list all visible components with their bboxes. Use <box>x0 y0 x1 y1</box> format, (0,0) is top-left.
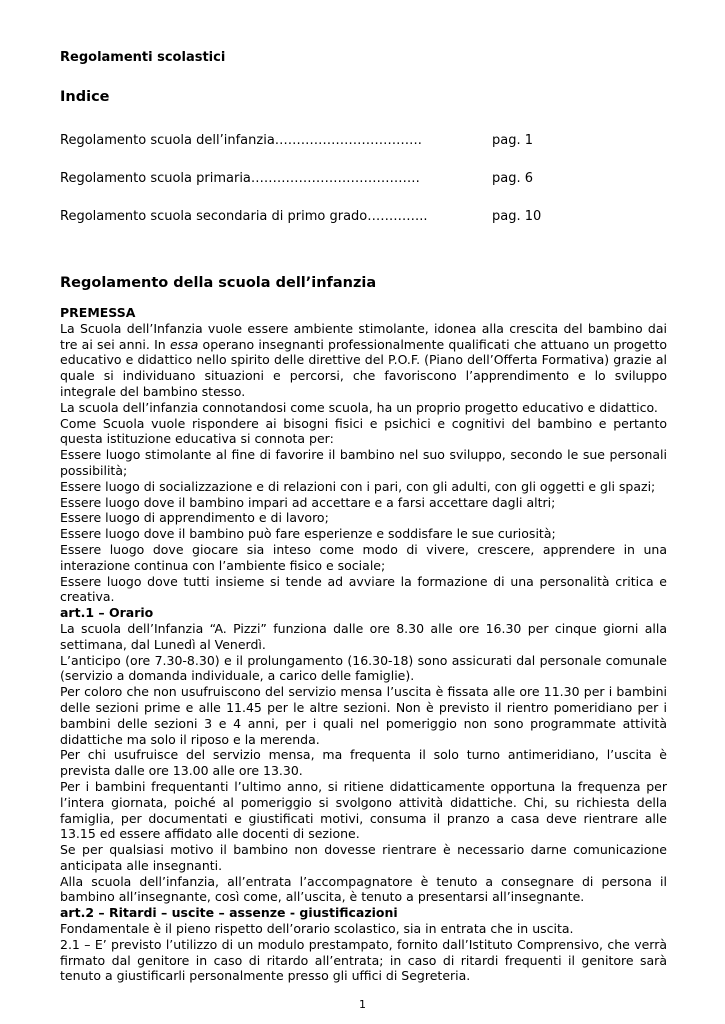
index-entry-page: pag. 1 <box>492 133 534 148</box>
index-entry-label: Regolamento scuola secondaria di primo grado………….. <box>60 209 428 224</box>
art1-paragraph: Per coloro che non usufruiscono del servizio mensa l’uscita è fissata alle ore 11.30 per i bambini delle sezioni prime e alle 11.45 per le altre sezioni. Non è previsto il rientro pomeridiano per i bambini delle sezioni 3 e 4 anni, per i quali nel pomeriggio non sono programmate attività didattiche ma solo il riposo e la merenda. <box>60 684 667 747</box>
premessa-paragraph: La scuola dell’infanzia connotandosi come scuola, ha un proprio progetto educativo e didattico. <box>60 399 658 415</box>
art1-paragraph: L’anticipo (ore 7.30-8.30) e il prolungamento (16.30-18) sono assicurati dal personale comunale (servizio a domanda individuale, a carico delle famiglie). <box>60 652 667 684</box>
index-entry-label: Regolamento scuola primaria………………………………… <box>60 171 420 186</box>
index-entry <box>60 171 667 187</box>
index-entry <box>60 209 667 225</box>
premessa-paragraph: Essere luogo dove tutti insieme si tende ad avviare la formazione di una personalità critica e creativa. <box>60 573 667 605</box>
premessa-paragraph: Essere luogo dove il bambino impari ad accettare e a farsi accettare dagli altri; <box>60 494 556 510</box>
index-entry <box>60 133 667 149</box>
art1-paragraph: Alla scuola dell’infanzia, all’entrata l’accompagnatore è tenuto a consegnare di persona il bambino all’insegnante, così come, all’uscita, è tenuto a presentarsi all’insegnante. <box>60 873 667 905</box>
section-heading: Regolamento della scuola dell’infanzia <box>60 275 377 291</box>
index-entry-page: pag. 6 <box>492 171 534 186</box>
art2-paragraph: Fondamentale è il pieno rispetto dell’orario scolastico, sia in entrata che in uscita. <box>60 921 574 937</box>
art2-section <box>60 905 667 984</box>
index-heading: Indice <box>60 89 110 105</box>
art2-paragraph: 2.1 – E’ previsto l’utilizzo di un modulo prestampato, fornito dall’Istituto Comprensivo, che verrà firmato dal genitore in caso di ritardo all’entrata; in caso di ritardi frequenti il genitore sarà tenuto a giustificarli personalmente presso gli uffici di Segreteria. <box>60 936 667 984</box>
premessa-intro-after: operano insegnanti professionalmente qualificati che attuano un progetto educativo e didattico nello spirito delle direttive del P.O.F. (Piano dell’Offerta Formativa) grazie al quale si individuano situazioni e percorsi, che favoriscono l’apprendimento e lo sviluppo integrale del bambino stesso. <box>60 336 667 399</box>
art1-paragraph: Per i bambini frequentanti l’ultimo anno, si ritiene didatticamente opportuna la frequenza per l’intera giornata, poiché al pomeriggio si svolgono attività didattiche. Chi, su richiesta della famiglia, per documentati e giustificati motivi, consuma il pranzo a casa deve rientrare alle 13.15 ed essere affidato alle docenti di sezione. <box>60 778 667 842</box>
premessa-paragraph-intro <box>60 321 667 400</box>
art1-paragraph: Se per qualsiasi motivo il bambino non dovesse rientrare è necessario darne comunicazione anticipata alle insegnanti. <box>60 842 667 873</box>
art1-heading: art.1 – Orario <box>60 605 154 621</box>
premessa-section <box>60 305 667 605</box>
premessa-paragraph: Essere luogo dove giocare sia inteso come modo di vivere, crescere, apprendere in una interazione continua con l’ambiente fisico e sociale; <box>60 541 667 573</box>
art1-paragraph: La scuola dell’Infanzia “A. Pizzi” funziona dalle ore 8.30 alle ore 16.30 per cinque giorni alla settimana, dal Lunedì al Venerdì. <box>60 620 667 652</box>
premessa-intro-before: La Scuola dell’Infanzia vuole essere ambiente stimolante, idonea alla crescita del bambino dai tre ai sei anni. In <box>60 320 667 352</box>
premessa-paragraph: Essere luogo di apprendimento e di lavoro; <box>60 510 329 526</box>
premessa-paragraph: Come Scuola vuole rispondere ai bisogni fisici e psichici e cognitivi del bambino e pertanto questa istituzione educativa si connota per: <box>60 415 667 447</box>
document-title: Regolamenti scolastici <box>60 50 226 65</box>
premessa-paragraph: Essere luogo dove il bambino può fare esperienze e soddisfare le sue curiosità; <box>60 526 556 542</box>
document-content <box>60 50 667 984</box>
art1-section <box>60 605 667 905</box>
index-entry-label: Regolamento scuola dell’infanzia……………………………. <box>60 133 422 148</box>
page-number: 1 <box>359 998 366 1011</box>
premessa-paragraph: Essere luogo stimolante al fine di favorire il bambino nel suo sviluppo, secondo le sue personali possibilità; <box>60 447 667 478</box>
premessa-heading: PREMESSA <box>60 305 136 320</box>
art2-heading: art.2 – Ritardi – uscite – assenze - giustificazioni <box>60 905 398 921</box>
premessa-intro-italic: essa <box>169 336 199 352</box>
art1-paragraph: Per chi usufruisce del servizio mensa, ma frequenta il solo turno antimeridiano, l’uscita è prevista dalle ore 13.00 alle ore 13.30. <box>60 747 667 779</box>
premessa-paragraph: Essere luogo di socializzazione e di relazioni con i pari, con gli adulti, con gli oggetti e gli spazi; <box>60 478 656 494</box>
index-entry-page: pag. 10 <box>492 209 542 224</box>
